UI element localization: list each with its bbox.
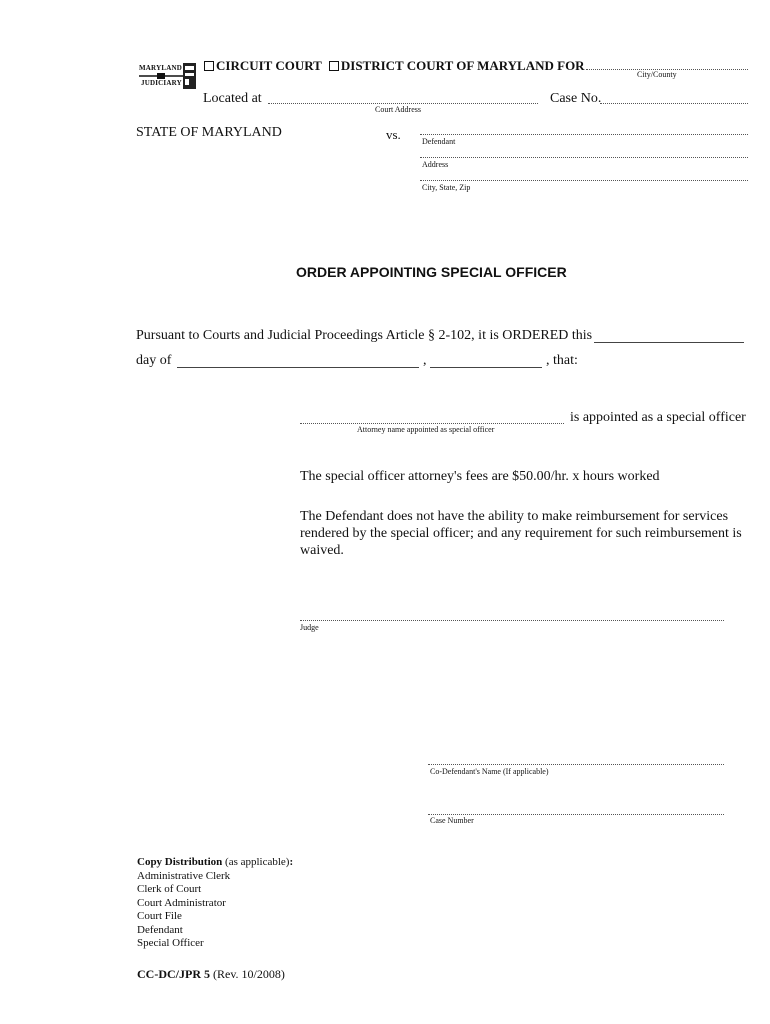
form-footer bbox=[137, 967, 285, 982]
codefendant-caption: Co-Defendant's Name (If applicable) bbox=[430, 767, 549, 776]
distribution-heading: Copy Distribution (as applicable): bbox=[137, 856, 294, 868]
defendant-field[interactable] bbox=[420, 134, 748, 135]
vs-label: vs. bbox=[386, 127, 401, 142]
judge-caption: Judge bbox=[300, 623, 319, 632]
city-county-caption: City/County bbox=[637, 70, 677, 79]
address-caption: Address bbox=[422, 160, 449, 169]
address-field[interactable] bbox=[420, 157, 748, 158]
logo-text-judiciary: JUDICIARY bbox=[141, 79, 182, 87]
distribution-item: Special Officer bbox=[137, 937, 204, 949]
copy-distribution bbox=[137, 856, 293, 951]
case-no-label: Case No. bbox=[550, 91, 602, 106]
circuit-court-checkbox[interactable] bbox=[204, 61, 214, 71]
month-field[interactable] bbox=[177, 367, 419, 368]
district-court-label: DISTRICT COURT OF MARYLAND FOR bbox=[340, 58, 585, 73]
defendant-caption: Defendant bbox=[422, 137, 456, 146]
distribution-item: Defendant bbox=[137, 923, 183, 936]
distribution-item: Clerk of Court bbox=[137, 883, 202, 895]
day-of-label: day of bbox=[136, 353, 172, 368]
circuit-court-label: CIRCUIT COURT bbox=[216, 58, 322, 73]
judge-signature-field[interactable] bbox=[300, 620, 724, 621]
form-revision: (Rev. 10/2008) bbox=[213, 967, 285, 981]
appointed-text: is appointed as a special officer bbox=[570, 410, 746, 425]
court-address-field[interactable] bbox=[268, 103, 538, 104]
logo-text-maryland: MARYLAND bbox=[139, 64, 182, 72]
court-address-caption: Court Address bbox=[375, 105, 421, 114]
distribution-item: Administrative Clerk bbox=[137, 869, 231, 882]
reimbursement-text: The Defendant does not have the ability to make reimbursement for services rendered by the special officer; and any requirement for such reimbursement is waived. bbox=[300, 509, 742, 558]
maryland-judiciary-logo bbox=[139, 62, 197, 90]
distribution-item: Court Administrator bbox=[137, 896, 226, 909]
case-number-field[interactable] bbox=[428, 814, 724, 815]
year-field[interactable] bbox=[430, 367, 542, 368]
distribution-item: Court File bbox=[137, 910, 182, 922]
form-id: CC-DC/JPR 5 bbox=[137, 967, 210, 981]
comma-text: , bbox=[423, 353, 427, 368]
case-number-caption: Case Number bbox=[430, 816, 474, 825]
that-text: , that: bbox=[546, 353, 578, 368]
ordered-date-field[interactable] bbox=[594, 342, 744, 343]
fees-text: The special officer attorney's fees are $50.00/hr. x hours worked bbox=[300, 469, 660, 484]
plaintiff-name: STATE OF MARYLAND bbox=[136, 125, 282, 140]
attorney-caption: Attorney name appointed as special officer bbox=[357, 425, 495, 434]
located-at-label: Located at bbox=[203, 91, 262, 106]
attorney-name-field[interactable] bbox=[300, 423, 564, 424]
city-state-zip-caption: City, State, Zip bbox=[422, 183, 471, 192]
district-court-checkbox[interactable] bbox=[329, 61, 339, 71]
city-state-zip-field[interactable] bbox=[420, 180, 748, 181]
case-no-field[interactable] bbox=[600, 103, 748, 104]
court-type-row bbox=[204, 58, 585, 74]
pursuant-text: Pursuant to Courts and Judicial Proceedings Article § 2-102, it is ORDERED this bbox=[136, 328, 593, 343]
document-title: ORDER APPOINTING SPECIAL OFFICER bbox=[296, 264, 567, 280]
codefendant-name-field[interactable] bbox=[428, 764, 724, 765]
